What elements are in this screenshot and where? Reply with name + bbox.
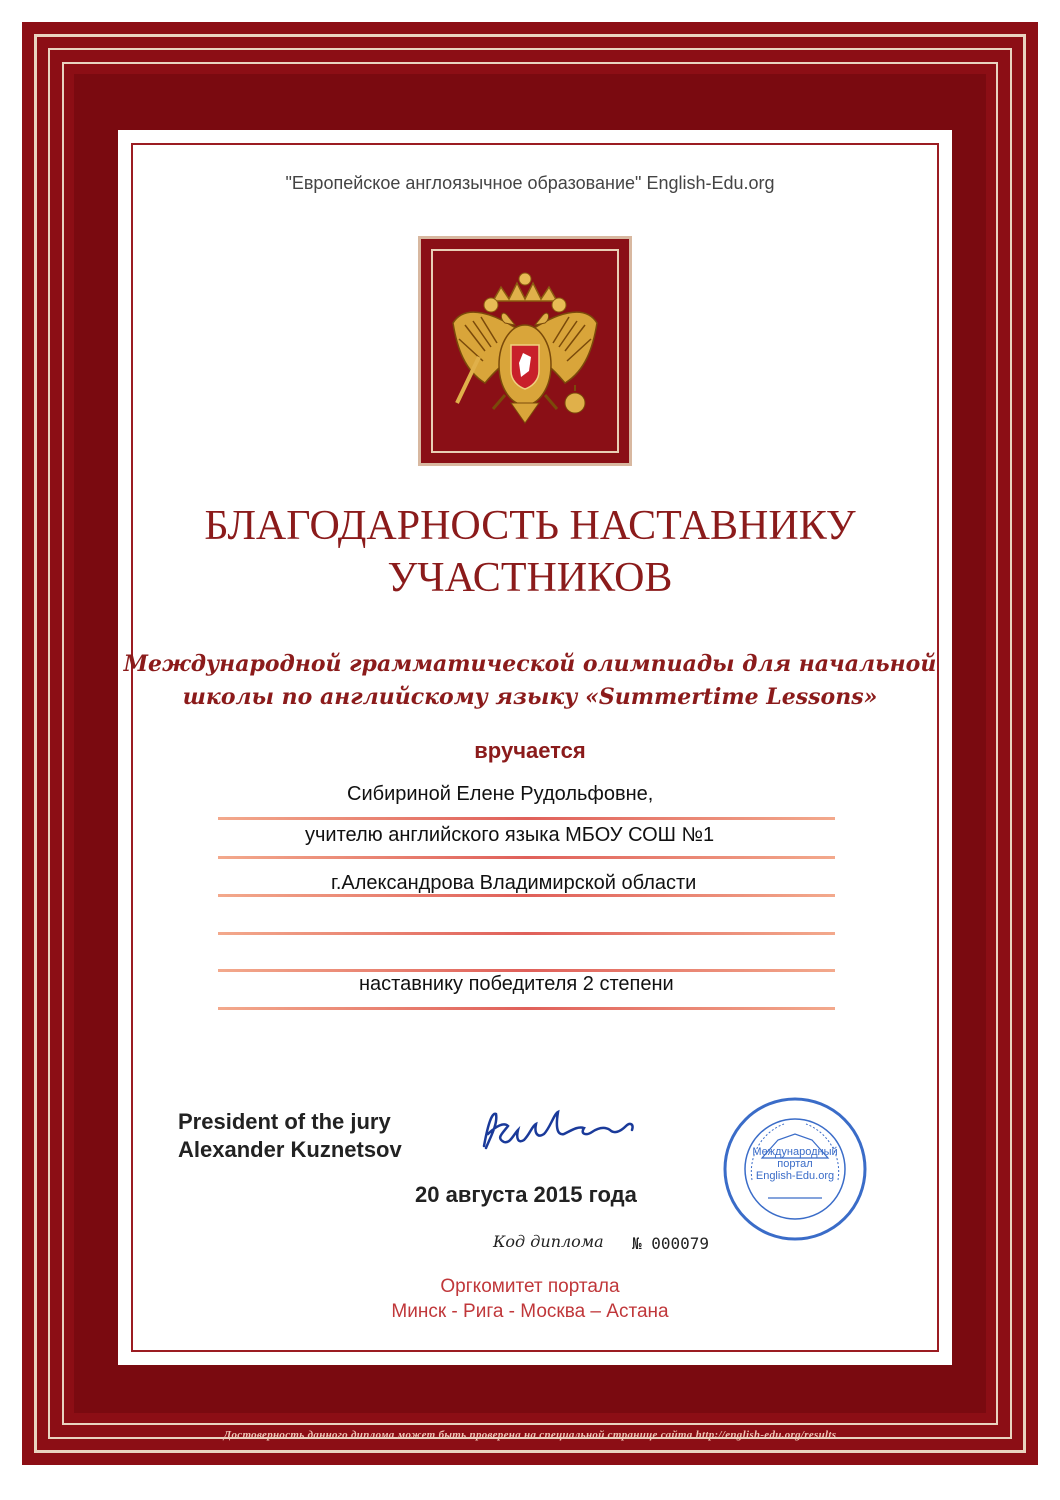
issue-date: 20 августа 2015 года — [415, 1182, 637, 1207]
title-line-1: БЛАГОДАРНОСТЬ НАСТАВНИКУ — [204, 503, 856, 549]
issuer-header: "Европейское англоязычное образование" English-Edu.org — [285, 173, 775, 193]
seal-line-1: Международный — [752, 1146, 838, 1158]
underline-1 — [218, 817, 835, 820]
certificate-title — [0, 500, 1060, 604]
jury-block — [178, 1108, 402, 1164]
underline-5 — [218, 969, 835, 972]
subtitle-line-2: школы по английскому языку «Summertime Lessons» — [182, 684, 878, 710]
emblem-panel — [418, 236, 632, 466]
verification-footer: Достоверность данного диплома может быть проверена на специальной странице сайта http://english-edu.org/results — [223, 1429, 837, 1441]
seal-text — [722, 1146, 868, 1182]
signature-icon — [474, 1104, 644, 1164]
underline-4 — [218, 932, 835, 935]
diploma-number: № 000079 — [632, 1234, 710, 1253]
organizing-committee — [0, 1274, 1060, 1324]
awarded-label: вручается — [474, 738, 586, 763]
olympiad-description — [0, 648, 1060, 714]
jury-name: Alexander Kuznetsov — [178, 1137, 402, 1162]
recipient-position: учителю английского языка МБОУ СОШ №1 — [305, 824, 715, 846]
recipient-rank: наставнику победителя 2 степени — [359, 973, 674, 995]
seal-line-2: портал — [777, 1158, 813, 1170]
subtitle-line-1: Международной грамматической олимпиады для начальной — [123, 651, 937, 677]
recipient-location: г.Александрова Владимирской области — [331, 872, 697, 894]
title-line-2: УЧАСТНИКОВ — [387, 555, 673, 601]
underline-3 — [218, 894, 835, 897]
recipient-name: Сибириной Елене Рудольфовне, — [347, 783, 654, 805]
underline-6 — [218, 1007, 835, 1010]
jury-title: President of the jury — [178, 1109, 391, 1134]
org-line-1: Оргкомитет портала — [440, 1276, 620, 1297]
diploma-code-label: Код диплома — [493, 1232, 604, 1251]
underline-2 — [218, 856, 835, 859]
coat-of-arms-icon — [435, 253, 615, 449]
org-line-2: Минск - Рига - Москва – Астана — [391, 1301, 669, 1322]
seal-line-3: English-Edu.org — [755, 1170, 835, 1182]
